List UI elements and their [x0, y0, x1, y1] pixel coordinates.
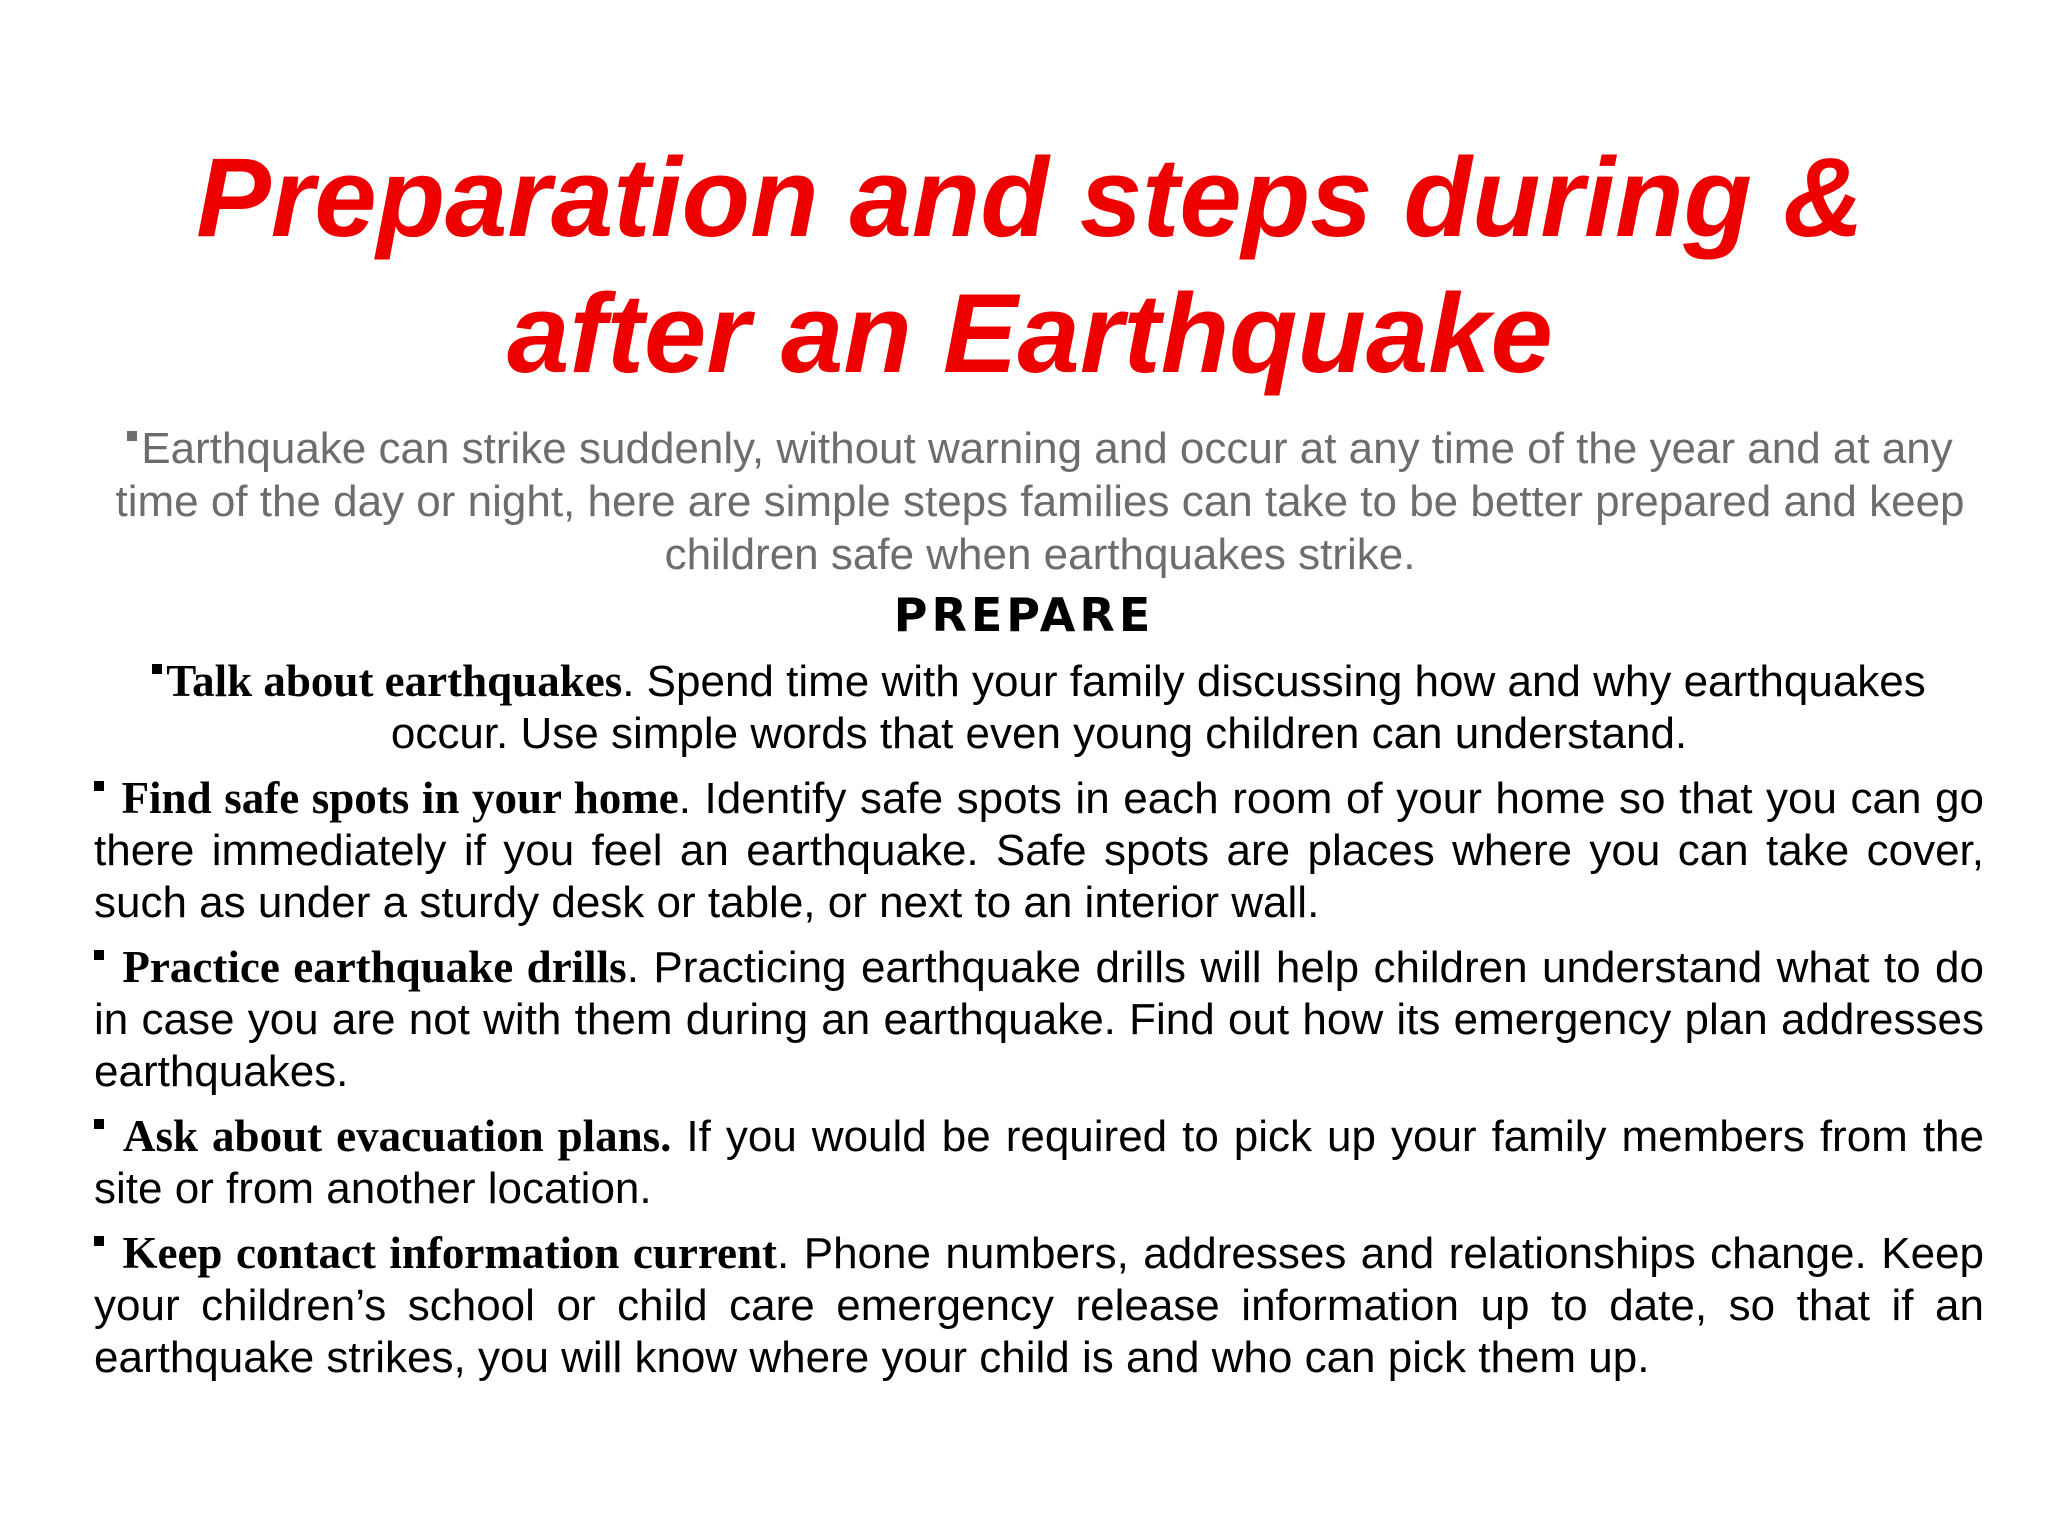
bullet-icon	[127, 431, 137, 441]
list-item	[94, 655, 1984, 760]
item-text: If you would be required to pick up your family members from the site or from another location.	[94, 1112, 1984, 1213]
bullet-icon	[94, 950, 104, 960]
item-lead: Keep contact information current	[122, 1228, 778, 1278]
bullet-icon	[94, 1119, 104, 1129]
list-item	[94, 772, 1984, 929]
item-lead: Find safe spots in your home	[121, 773, 679, 823]
item-text: . Spend time with your family discussing how and why earthquakes occur. Use simple words that even young children can understand.	[390, 657, 1926, 758]
item-lead: Ask about evacuation plans.	[123, 1111, 672, 1161]
item-lead: Practice earthquake drills	[122, 942, 627, 992]
section-heading: PREPARE	[893, 588, 1155, 642]
list-item	[94, 1227, 1984, 1384]
bullet-icon	[152, 664, 162, 674]
item-text: . Phone numbers, addresses and relationships change. Keep your children’s school or child care emergency release information up to date, so that if an earthquake strikes, you will know where your child is and who can pick them up.	[94, 1229, 1984, 1382]
prepare-list	[94, 655, 1984, 1396]
intro-paragraph	[100, 422, 1980, 581]
intro-text: Earthquake can strike suddenly, without warning and occur at any time of the year and at any time of the day or night, here are simple steps families can take to be better prepared and keep children safe when earthquakes strike.	[115, 424, 1965, 579]
list-item	[94, 1110, 1984, 1215]
item-lead: Talk about earthquakes	[166, 656, 623, 706]
item-text: . Practicing earthquake drills will help children understand what to do in case you are not with them during an earthquake. Find out how its emergency plan addresses earthquakes.	[94, 943, 1984, 1096]
slide-title: Preparation and steps during & after an Earthquake	[196, 135, 1864, 396]
bullet-icon	[94, 781, 104, 791]
item-text: . Identify safe spots in each room of your home so that you can go there immediately if you feel an earthquake. Safe spots are places where you can take cover, such as under a sturdy desk or table, or next to an interior wall.	[94, 774, 1984, 927]
bullet-icon	[94, 1236, 104, 1246]
list-item	[94, 941, 1984, 1098]
